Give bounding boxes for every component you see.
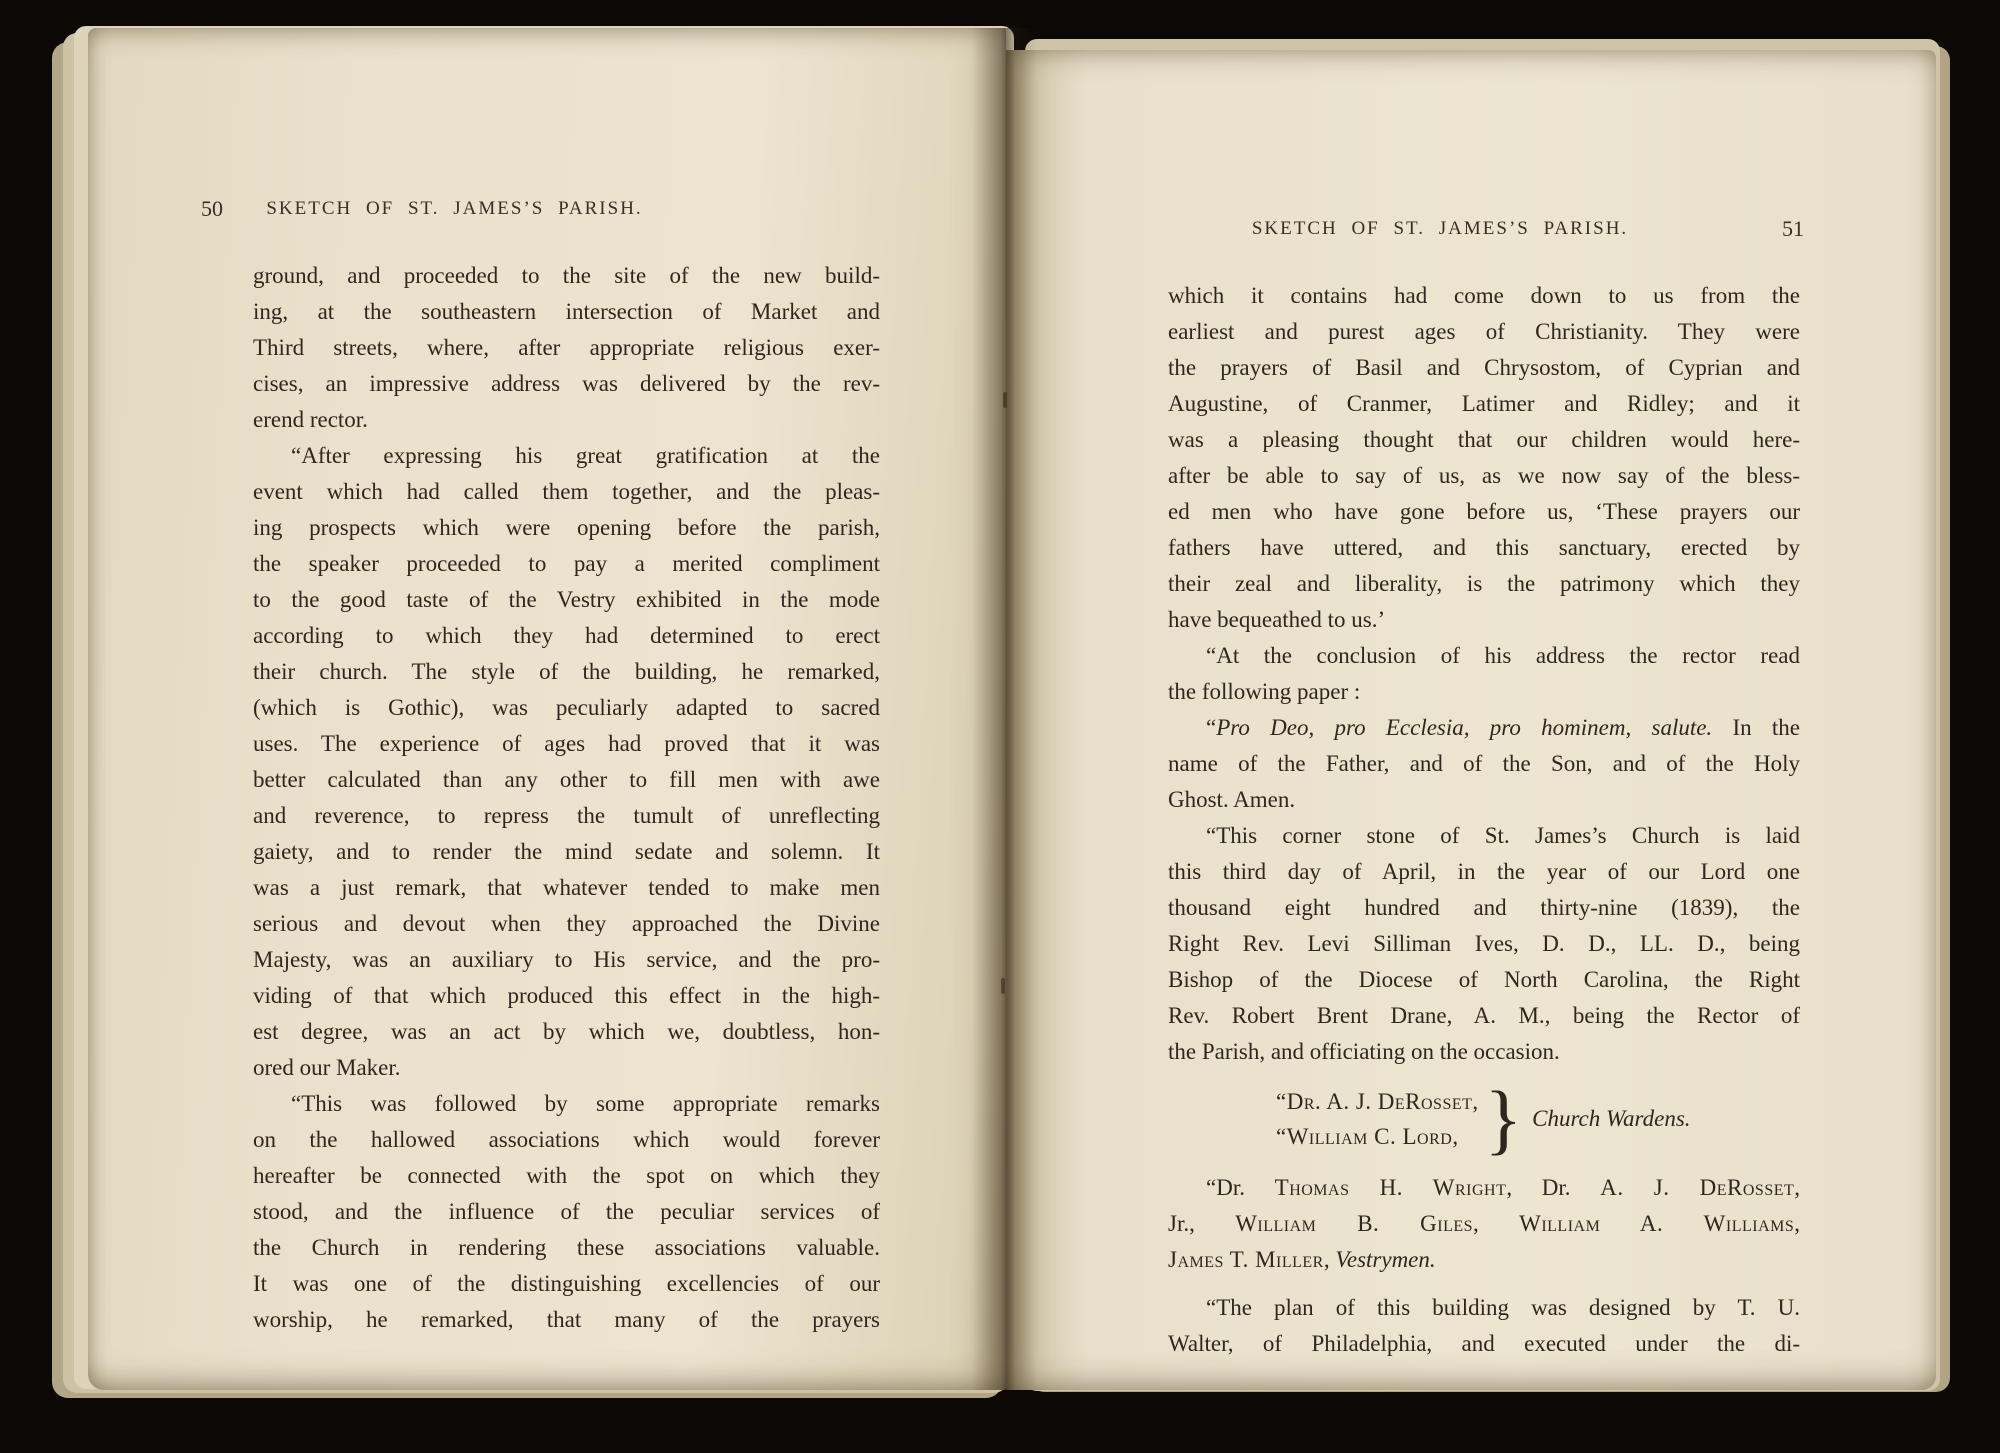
paragraph xyxy=(253,1086,880,1338)
text-line: the speaker proceeded to pay a merited compliment xyxy=(253,551,880,576)
text-line: to the good taste of the Vestry exhibited in the mode xyxy=(253,587,880,612)
text-line: Walter, of Philadelphia, and executed under the di- xyxy=(1168,1331,1800,1356)
text-line: hereafter be connected with the spot on which they xyxy=(253,1163,880,1188)
text-line: Bishop of the Diocese of North Carolina, the Right xyxy=(1168,967,1800,992)
running-title: SKETCH OF ST. JAMES’S PARISH. xyxy=(1251,218,1629,239)
running-head xyxy=(1168,216,1804,252)
text-line: “Dr. Thomas H. Wright, Dr. A. J. DeRosset, xyxy=(1206,1175,1801,1200)
text-line: “This corner stone of St. James’s Church is laid xyxy=(1206,823,1800,848)
text-line: serious and devout when they approached the Divine xyxy=(253,911,880,936)
text-line: Rev. Robert Brent Drane, A. M., being the Rector of xyxy=(1168,1003,1800,1028)
text-line: Augustine, of Cranmer, Latimer and Ridley; and it xyxy=(1168,391,1800,416)
text-line: their church. The style of the building, he remarked, xyxy=(253,659,880,684)
wardens-label: Church Wardens. xyxy=(1532,1106,1691,1131)
text-line: ground, and proceeded to the site of the new build- xyxy=(253,263,880,288)
text-line: ed men who have gone before us, ‘These prayers our xyxy=(1168,499,1800,524)
text-line: the following paper : xyxy=(1168,679,1361,704)
text-line: ing, at the southeastern intersection of Market and xyxy=(253,299,880,324)
text-line: Right Rev. Levi Silliman Ives, D. D., LL. D., being xyxy=(1168,931,1800,956)
text-line: (which is Gothic), was peculiarly adapted to sacred xyxy=(253,695,880,720)
text-line: ored our Maker. xyxy=(253,1055,401,1080)
running-head xyxy=(201,196,880,232)
stitch-mark xyxy=(1003,392,1007,408)
page-number: 50 xyxy=(201,196,223,221)
text-line: the Church in rendering these associations valuable. xyxy=(253,1235,880,1260)
text-line: this third day of April, in the year of our Lord one xyxy=(1168,859,1800,884)
text-line: It was one of the distinguishing excellencies of our xyxy=(253,1271,880,1296)
text-line: “After expressing his great gratification at the xyxy=(291,443,880,468)
paragraph xyxy=(253,438,880,1086)
text-line: viding of that which produced this effect in the high- xyxy=(253,983,880,1008)
text-line: Ghost. Amen. xyxy=(1168,787,1296,812)
text-line: gaiety, and to render the mind sedate and solemn. It xyxy=(253,839,880,864)
text-line: Third streets, where, after appropriate religious exer- xyxy=(253,335,880,360)
text-line: the prayers of Basil and Chrysostom, of Cyprian and xyxy=(1168,355,1800,380)
text-line: name of the Father, and of the Son, and of the Holy xyxy=(1168,751,1800,776)
text-line: James T. Miller, Vestrymen. xyxy=(1168,1247,1436,1272)
text-line: erend rector. xyxy=(253,407,368,432)
text-line: according to which they had determined to erect xyxy=(253,623,880,648)
page-text xyxy=(253,258,880,1338)
text-line: est degree, was an act by which we, doubtless, hon- xyxy=(253,1019,880,1044)
text-line: thousand eight hundred and thirty-nine (1839), the xyxy=(1168,895,1800,920)
text-line: “The plan of this building was designed by T. U. xyxy=(1206,1295,1800,1320)
warden-names xyxy=(1276,1084,1479,1154)
text-line: the Parish, and officiating on the occasion. xyxy=(1168,1039,1560,1064)
text-line: fathers have uttered, and this sanctuary, erected by xyxy=(1168,535,1800,560)
text-line: worship, he remarked, that many of the prayers xyxy=(253,1307,880,1332)
warden-name: “Dr. A. J. DeRosset, xyxy=(1276,1089,1479,1114)
brace-glyph: } xyxy=(1484,1075,1523,1162)
text-line: cises, an impressive address was delivered by the rev- xyxy=(253,371,880,396)
text-line: their zeal and liberality, is the patrimony which they xyxy=(1168,571,1800,596)
text-line: “Pro Deo, pro Ecclesia, pro hominem, salute. In the xyxy=(1206,715,1800,740)
text-line: Majesty, was an auxiliary to His service, and the pro- xyxy=(253,947,880,972)
text-line: on the hallowed associations which would forever xyxy=(253,1127,880,1152)
church-wardens-block xyxy=(1276,1075,1800,1162)
text-line: ing prospects which were opening before the parish, xyxy=(253,515,880,540)
paragraph xyxy=(1168,818,1800,1070)
text-line: stood, and the influence of the peculiar services of xyxy=(253,1199,880,1224)
text-line: earliest and purest ages of Christianity. They were xyxy=(1168,319,1800,344)
text-line: which it contains had come down to us from the xyxy=(1168,283,1800,308)
running-title: SKETCH OF ST. JAMES’S PARISH. xyxy=(266,198,643,219)
paragraph xyxy=(1168,278,1800,638)
left-page xyxy=(88,28,1006,1390)
text-line: uses. The experience of ages had proved that it was xyxy=(253,731,880,756)
text-line: better calculated than any other to fill men with awe xyxy=(253,767,880,792)
text-line: was a just remark, that whatever tended to make men xyxy=(253,875,880,900)
page-number: 51 xyxy=(1782,216,1804,241)
paragraph xyxy=(1168,638,1800,710)
paragraph xyxy=(1168,710,1800,818)
text-line: event which had called them together, and the pleas- xyxy=(253,479,880,504)
text-line: “This was followed by some appropriate remarks xyxy=(291,1091,880,1116)
right-page xyxy=(1006,50,1936,1390)
paragraph xyxy=(1168,1290,1800,1362)
text-line: and reverence, to repress the tumult of unreflecting xyxy=(253,803,880,828)
text-line: have bequeathed to us.’ xyxy=(1168,607,1386,632)
paragraph xyxy=(1168,1170,1800,1278)
stitch-mark xyxy=(1001,978,1005,994)
page-text xyxy=(1168,278,1800,1362)
warden-name: “William C. Lord, xyxy=(1276,1124,1459,1149)
paragraph xyxy=(253,258,880,438)
text-line: after be able to say of us, as we now say of the bless- xyxy=(1168,463,1800,488)
text-line: “At the conclusion of his address the rector read xyxy=(1206,643,1800,668)
text-line: Jr., William B. Giles, William A. Williams, xyxy=(1168,1211,1801,1236)
text-line: was a pleasing thought that our children would here- xyxy=(1168,427,1800,452)
